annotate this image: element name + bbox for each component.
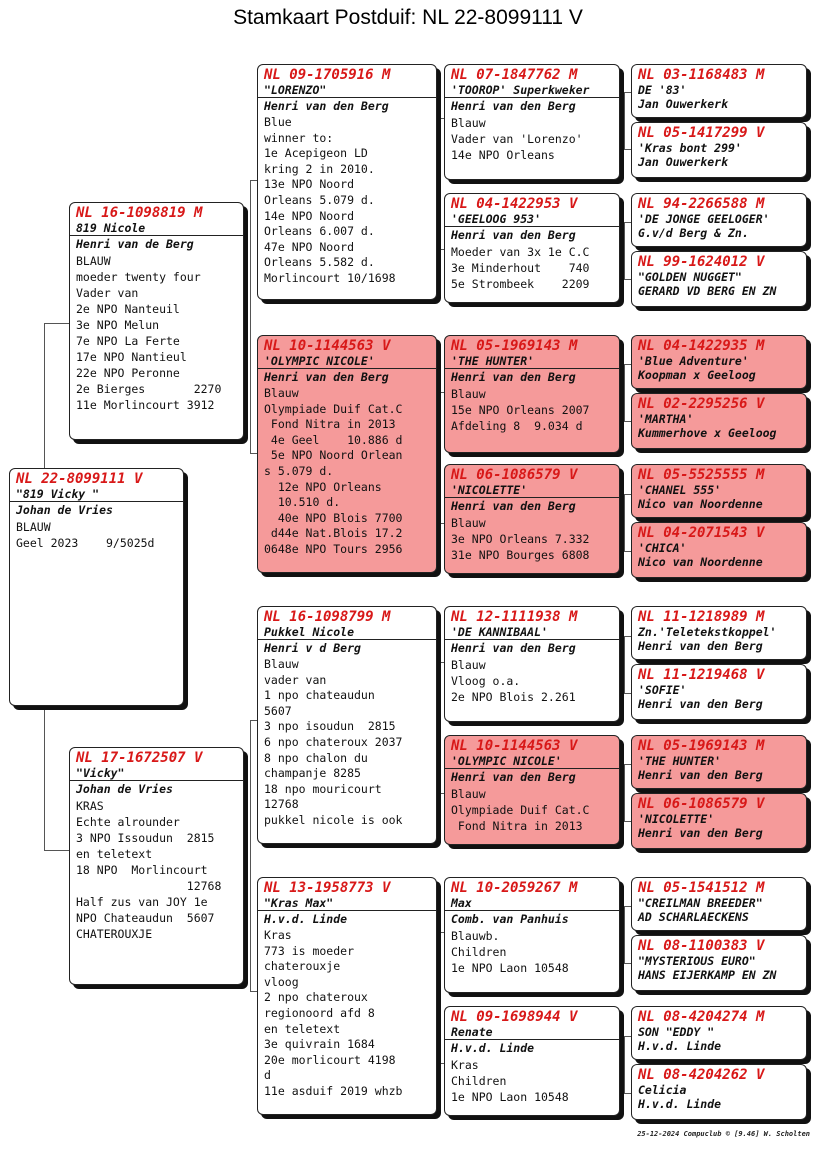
info-line: Vader van (76, 286, 139, 300)
owner-name: HANS EIJERKAMP EN ZN (638, 968, 777, 982)
info-line: regionoord afd 8 (264, 1005, 375, 1020)
ring-number: NL 07-1847762 M (451, 67, 578, 83)
owner-name: Nico van Noordenne (638, 497, 763, 511)
info-line: BLAUW (76, 254, 111, 268)
owner-name: Henri van den Berg (638, 697, 763, 711)
info-line: Olympiade Duif Cat.C (451, 803, 590, 817)
ring-number: NL 05-5525555 M (638, 467, 765, 483)
owner-name: Henri van de Berg (70, 235, 243, 252)
ring-number: NL 03-1168483 M (638, 67, 765, 83)
info-line: 3 npo isoudun 2815 (264, 719, 396, 734)
bird-name: 'OLYMPIC NICOLE' (264, 354, 375, 368)
info-line: BLAUW (16, 520, 51, 534)
ring-number: NL 06-1086579 V (451, 467, 578, 483)
ring-number: NL 10-1144563 V (264, 338, 391, 354)
info-line: 18 npo mouricourt (264, 781, 382, 796)
g4-card[interactable] (631, 251, 807, 307)
info-line: 1 npo chateaudun (264, 688, 375, 703)
info-line: Vader van 'Lorenzo' (451, 132, 583, 146)
info-line: en teletext (264, 1021, 341, 1036)
bird-info (445, 385, 619, 434)
info-line: s 5.079 d. (264, 463, 334, 478)
owner-name: Henri van den Berg (638, 768, 763, 782)
info-line: Blauwb. (451, 929, 500, 943)
info-line: winner to: (264, 130, 334, 145)
ffm-card[interactable] (444, 193, 620, 303)
bird-info (258, 927, 436, 1100)
ring-number: NL 05-1969143 M (451, 338, 578, 354)
owner-name: G.v/d Berg & Zn. (638, 226, 749, 240)
owner-name: Henri van den Berg (445, 97, 619, 114)
bird-name: 'SOFIE' (638, 683, 687, 697)
bird-name: Renate (451, 1025, 493, 1039)
mmm-card[interactable] (444, 1006, 620, 1116)
g8-card[interactable] (631, 522, 807, 578)
mf-card[interactable] (257, 606, 437, 844)
info-line: 2e Bierges 2270 (76, 382, 222, 396)
info-line: Blauw (451, 387, 486, 401)
g13-card[interactable] (631, 877, 807, 931)
info-line: 11e Morlincourt 3912 (76, 398, 215, 412)
fff-card[interactable] (444, 64, 620, 180)
info-line: 40e NPO Blois 7700 (264, 510, 403, 525)
mm-card[interactable] (257, 877, 437, 1115)
bird-name: "819 Vicky " (16, 487, 100, 501)
info-line: Blauw (451, 787, 486, 801)
info-line: 17e NPO Nantieul (76, 350, 187, 364)
owner-name: Henri van den Berg (445, 639, 619, 656)
fm-card[interactable] (257, 335, 437, 573)
bird-info (258, 385, 436, 558)
ring-number: NL 05-1417299 V (638, 125, 765, 141)
info-line: Blauw (451, 116, 486, 130)
info-line: 22e NPO Peronne (76, 366, 180, 380)
info-line: Echte alrounder (76, 815, 180, 829)
info-line: Kras (264, 928, 292, 942)
bird-name: 'DE JONGE GEELOGER' (638, 212, 770, 226)
fmf-card[interactable] (444, 335, 620, 453)
ring-number: NL 06-1086579 V (638, 796, 765, 812)
info-line: 12768 (264, 797, 299, 812)
bird-name: 'THE HUNTER' (638, 754, 722, 768)
owner-name: Henri van den Berg (445, 368, 619, 385)
info-line: Half zus van JOY 1e (76, 895, 208, 909)
g9-card[interactable] (631, 606, 807, 660)
g2-card[interactable] (631, 122, 807, 178)
ring-number: NL 16-1098799 M (264, 609, 391, 625)
ring-number: NL 11-1218989 M (638, 609, 765, 625)
info-line: chaterouxje (264, 959, 341, 974)
bird-name: SON "EDDY " (638, 1025, 715, 1039)
bird-info (445, 514, 619, 563)
g14-card[interactable] (631, 935, 807, 991)
ring-number: NL 17-1672507 V (76, 750, 203, 766)
owner-name: Koopman x Geeloog (638, 368, 756, 382)
ring-number: NL 11-1219468 V (638, 667, 765, 683)
g10-card[interactable] (631, 664, 807, 720)
bird-info (445, 243, 619, 292)
info-line: 6 npo chateroux 2037 (264, 734, 403, 749)
info-line: 3e quivrain 1684 (264, 1037, 375, 1052)
info-line: 13e NPO Noord (264, 177, 355, 192)
info-line: Blauw (451, 516, 486, 530)
mfm-card[interactable] (444, 735, 620, 845)
info-line: Children (451, 1074, 507, 1088)
info-line: 5e Strombeek 2209 (451, 277, 590, 291)
ring-number: NL 12-1111938 M (451, 609, 578, 625)
bird-name: "MYSTERIOUS EURO" (638, 954, 756, 968)
bird-name: "Kras Max" (264, 896, 334, 910)
info-line: 18 NPO Morlincourt (76, 863, 208, 877)
ring-number: NL 09-1698944 V (451, 1009, 578, 1025)
info-line: 14e NPO Noord (264, 208, 355, 223)
info-line: d (264, 1068, 271, 1083)
info-line: vader van (264, 672, 327, 687)
owner-name: H.v.d. Linde (445, 1039, 619, 1056)
bird-info (445, 656, 619, 705)
owner-name: H.v.d. Linde (258, 910, 436, 927)
g3-card[interactable] (631, 193, 807, 247)
info-line: Orleans 5.079 d. (264, 192, 375, 207)
info-line: 12e NPO Orleans (264, 479, 382, 494)
info-line: kring 2 in 2010. (264, 161, 375, 176)
info-line: d44e Nat.Blois 17.2 (264, 526, 403, 541)
g1-card[interactable] (631, 64, 807, 118)
info-line: Blauw (451, 658, 486, 672)
bird-info (70, 797, 243, 942)
owner-name: Henri van den Berg (638, 826, 763, 840)
info-line: 2e NPO Blois 2.261 (451, 690, 576, 704)
bird-name: "Vicky" (76, 766, 125, 780)
ff-card[interactable] (257, 64, 437, 300)
info-line: 8 npo chalon du (264, 750, 368, 765)
ring-number: NL 08-1100383 V (638, 938, 765, 954)
info-line: 1e NPO Laon 10548 (451, 1090, 569, 1104)
bird-name: 'GEELOOG 953' (451, 212, 542, 226)
info-line: 20e morlicourt 4198 (264, 1052, 396, 1067)
bird-info (445, 927, 619, 976)
bird-name: DE '83' (638, 83, 687, 97)
info-line: 7e NPO La Ferte (76, 334, 180, 348)
info-line: Blue (264, 115, 292, 129)
bird-name: Celicia (638, 1083, 687, 1097)
owner-name: H.v.d. Linde (638, 1039, 722, 1053)
info-line: 15e NPO Orleans 2007 (451, 403, 590, 417)
info-line: Fond Nitra in 2013 (264, 417, 396, 432)
g15-card[interactable] (631, 1006, 807, 1060)
info-line: Moeder van 3x 1e C.C (451, 245, 590, 259)
info-line: Afdeling 8 9.034 d (451, 419, 583, 433)
g5-card[interactable] (631, 335, 807, 389)
ring-number: NL 05-1969143 M (638, 738, 765, 754)
owner-name: Henri van den Berg (445, 226, 619, 243)
info-line: 3e NPO Orleans 7.332 (451, 532, 590, 546)
info-line: 1e NPO Laon 10548 (451, 961, 569, 975)
info-line: moeder twenty four (76, 270, 201, 284)
bird-name: 'CHANEL 555' (638, 483, 722, 497)
bird-name: 'CHICA' (638, 541, 687, 555)
ring-number: NL 04-2071543 V (638, 525, 765, 541)
info-line: champanje 8285 (264, 766, 361, 781)
info-line: 3 NPO Issoudun 2815 (76, 831, 215, 845)
mother-card[interactable] (69, 747, 244, 985)
bird-name: 'OLYMPIC NICOLE' (451, 754, 562, 768)
ring-number: NL 02-2295256 V (638, 396, 765, 412)
info-line: 0648e NPO Tours 2956 (264, 541, 403, 556)
bird-info (258, 114, 436, 287)
info-line: 5607 (264, 703, 292, 718)
owner-name: Johan de Vries (10, 501, 183, 518)
info-line: 31e NPO Bourges 6808 (451, 548, 590, 562)
info-line: Vloog o.a. (451, 674, 521, 688)
info-line: Morlincourt 10/1698 (264, 270, 396, 285)
bird-name: Max (451, 896, 472, 910)
info-line: 3e NPO Melun (76, 318, 160, 332)
info-line: 10.510 d. (264, 495, 341, 510)
ring-number: NL 10-1144563 V (451, 738, 578, 754)
info-line: NPO Chateaudun 5607 (76, 911, 215, 925)
fmm-card[interactable] (444, 464, 620, 574)
bird-name: 819 Nicole (76, 221, 146, 235)
info-line: 3e Minderhout 740 (451, 261, 590, 275)
info-line: Blauw (264, 386, 299, 400)
owner-name: Comb. van Panhuis (445, 910, 619, 927)
owner-name: Henri van den Berg (258, 368, 436, 385)
info-line: 14e NPO Orleans (451, 148, 555, 162)
footer-credit: 25-12-2024 Compuclub © [9.46] W. Scholten (637, 1130, 810, 1138)
owner-name: Jan Ouwerkerk (638, 155, 729, 169)
owner-name: GERARD VD BERG EN ZN (638, 284, 777, 298)
owner-name: Kummerhove x Geeloog (638, 426, 777, 440)
g6-card[interactable] (631, 393, 807, 449)
bird-name: "CREILMAN BREEDER" (638, 896, 763, 910)
info-line: Orleans 5.582 d. (264, 255, 375, 270)
owner-name: Henri van den Berg (445, 497, 619, 514)
owner-name: Jan Ouwerkerk (638, 97, 729, 111)
info-line: 1e Acepigeon LD (264, 146, 368, 161)
info-line: 2 npo chateroux (264, 990, 368, 1005)
bird-name: 'DE KANNIBAAL' (451, 625, 548, 639)
bird-name: 'TOOROP' Superkweker (451, 83, 590, 97)
ring-number: NL 04-1422935 M (638, 338, 765, 354)
info-line: pukkel nicole is ook (264, 812, 403, 827)
bird-info (258, 656, 436, 829)
bird-name: Zn.'Teletekstkoppel' (638, 625, 777, 639)
owner-name: Johan de Vries (70, 780, 243, 797)
info-line: CHATEROUXJE (76, 927, 153, 941)
info-line: Blauw (264, 657, 299, 671)
ring-number: NL 22-8099111 V (16, 471, 143, 487)
ring-number: NL 13-1958773 V (264, 880, 391, 896)
bird-name: 'THE HUNTER' (451, 354, 535, 368)
bird-info (445, 785, 619, 834)
owner-name: Nico van Noordenne (638, 555, 763, 569)
bird-info (445, 114, 619, 163)
ring-number: NL 94-2266588 M (638, 196, 765, 212)
info-line: 11e asduif 2019 whzb (264, 1083, 403, 1098)
g11-card[interactable] (631, 735, 807, 789)
info-line: 5e NPO Noord Orlean (264, 448, 403, 463)
info-line: 12768 (76, 879, 222, 893)
bird-name: Pukkel Nicole (264, 625, 355, 639)
ring-number: NL 99-1624012 V (638, 254, 765, 270)
g12-card[interactable] (631, 793, 807, 849)
subject-card[interactable] (9, 468, 184, 706)
ring-number: NL 10-2059267 M (451, 880, 578, 896)
ring-number: NL 08-4204274 M (638, 1009, 765, 1025)
info-line: KRAS (76, 799, 104, 813)
owner-name: Henri van den Berg (258, 97, 436, 114)
ring-number: NL 05-1541512 M (638, 880, 765, 896)
info-line: 2e NPO Nanteuil (76, 302, 180, 316)
ring-number: NL 04-1422953 V (451, 196, 578, 212)
info-line: 47e NPO Noord (264, 239, 355, 254)
info-line: en teletext (76, 847, 153, 861)
bird-info (10, 518, 183, 551)
ring-number: NL 16-1098819 M (76, 205, 203, 221)
info-line: Kras (451, 1058, 479, 1072)
bird-name: "GOLDEN NUGGET" (638, 270, 742, 284)
ring-number: NL 08-4204262 V (638, 1067, 765, 1083)
owner-name: H.v.d. Linde (638, 1097, 722, 1111)
info-line: vloog (264, 974, 299, 989)
owner-name: AD SCHARLAECKENS (638, 910, 749, 924)
info-line: Children (451, 945, 507, 959)
mmf-card[interactable] (444, 877, 620, 993)
owner-name: Henri v d Berg (258, 639, 436, 656)
info-line: 773 is moeder (264, 943, 355, 958)
mff-card[interactable] (444, 606, 620, 722)
bird-name: 'Kras bont 299' (638, 141, 742, 155)
info-line: Fond Nitra in 2013 (451, 819, 583, 833)
g7-card[interactable] (631, 464, 807, 518)
bird-name: 'NICOLETTE' (451, 483, 528, 497)
g16-card[interactable] (631, 1064, 807, 1120)
bird-name: "LORENZO" (264, 83, 327, 97)
bird-name: 'NICOLETTE' (638, 812, 715, 826)
bird-info (445, 1056, 619, 1105)
bird-info (70, 252, 243, 413)
info-line: Orleans 6.007 d. (264, 224, 375, 239)
info-line: Olympiade Duif Cat.C (264, 401, 403, 416)
father-card[interactable] (69, 202, 244, 440)
info-line: 4e Geel 10.886 d (264, 432, 403, 447)
bird-name: 'MARTHA' (638, 412, 694, 426)
ring-number: NL 09-1705916 M (264, 67, 391, 83)
owner-name: Henri van den Berg (638, 639, 763, 653)
bird-name: 'Blue Adventure' (638, 354, 749, 368)
owner-name: Henri van den Berg (445, 768, 619, 785)
info-line: Geel 2023 9/5025d (16, 536, 155, 550)
page-title: Stamkaart Postduif: NL 22-8099111 V (233, 6, 583, 29)
